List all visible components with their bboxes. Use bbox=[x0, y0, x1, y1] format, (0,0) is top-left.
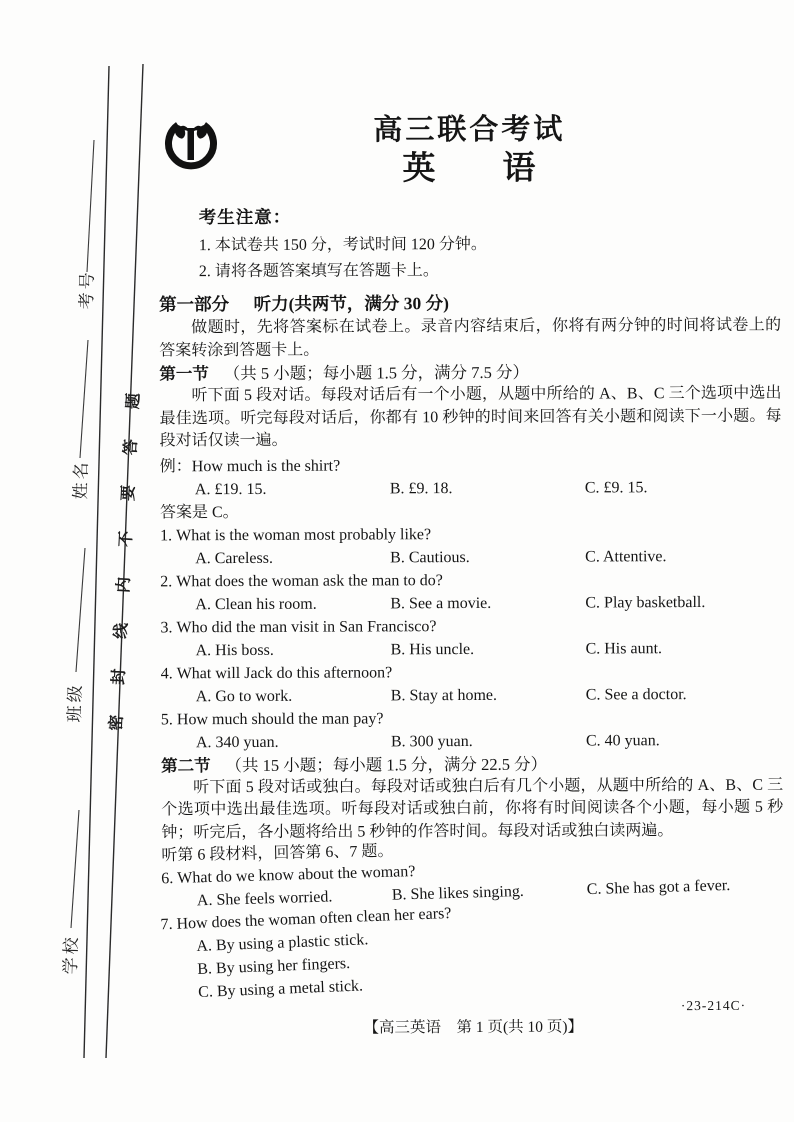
option-c: C. Attentive. bbox=[585, 547, 667, 566]
subject-title bbox=[158, 147, 780, 192]
option-a: A. His boss. bbox=[195, 641, 274, 659]
question-number: 2. bbox=[160, 572, 173, 590]
option-a: A. Careless. bbox=[195, 549, 273, 567]
option-c: C. 40 yuan. bbox=[585, 731, 660, 750]
exam-title: 高三联合考试 bbox=[373, 113, 566, 147]
section2-heading-number: 第二节 bbox=[161, 755, 211, 775]
section1-heading-text: （共 5 小题；每小题 1.5 分，满分 7.5 分） bbox=[223, 362, 529, 384]
page-number: 【高三英语 第 1 页(共 10 页)】 bbox=[363, 1018, 584, 1037]
option-b: B. By using her fingers. bbox=[197, 954, 351, 978]
question-number: 3. bbox=[160, 618, 173, 636]
example-prefix: 例： bbox=[159, 457, 192, 475]
option-a: A. £19. 15. bbox=[194, 480, 267, 498]
question-text: What does the woman ask the man to do? bbox=[176, 571, 443, 590]
part1-heading-text: 听力(共两节，满分 30 分) bbox=[253, 293, 450, 314]
question-number: 6. bbox=[161, 870, 174, 888]
section2-instructions: 听下面 5 段对话或独白。每段对话或独白后有几个小题，从题中所给的 A、B、C 三个选项中选出最佳选项。听每段对话或独白前，你将有时间阅读各个小题，每小题 5 秒钟；听完后，各小题将给出 5 秒钟的作答时间。每段对话或独白读两遍。 bbox=[161, 776, 784, 841]
notice-item: 1. 本试卷共 150 分，考试时间 120 分钟。 bbox=[198, 235, 487, 255]
option-a: A. She feels worried. bbox=[196, 888, 333, 910]
option-a: A. By using a plastic stick. bbox=[196, 931, 369, 955]
part1-heading-number: 第一部分 bbox=[159, 294, 230, 315]
school-underline bbox=[71, 810, 79, 928]
option-a: A. 340 yuan. bbox=[195, 733, 279, 751]
option-b: B. £9. 18. bbox=[389, 479, 453, 497]
question-4-options bbox=[161, 682, 783, 708]
example-answer-note: 答案是 C。 bbox=[159, 503, 239, 521]
question-number: 4. bbox=[160, 664, 173, 682]
question-text: Who did the man visit in San Francisco? bbox=[176, 617, 437, 636]
question-number: 7. bbox=[160, 915, 173, 934]
page-footer bbox=[162, 997, 784, 1041]
question-number: 1. bbox=[160, 526, 173, 544]
notice-heading: 考生注意： bbox=[198, 206, 292, 228]
question-text: How much should the man pay? bbox=[176, 709, 384, 728]
question-5 bbox=[161, 705, 783, 731]
option-b: B. Stay at home. bbox=[390, 686, 498, 704]
seal-caption: 密封线内不要答题 bbox=[107, 362, 145, 732]
subject-char-right: 语 bbox=[502, 150, 537, 187]
class-underline bbox=[76, 548, 85, 672]
material-note: 听第 6 段材料，回答第 6、7 题。 bbox=[161, 842, 394, 865]
question-text: What do we know about the woman? bbox=[177, 863, 416, 887]
option-c: C. Play basketball. bbox=[585, 593, 706, 612]
question-1 bbox=[160, 521, 782, 547]
notice-item: 2. 请将各题答案填写在答题卡上。 bbox=[198, 262, 439, 281]
option-c: C. £9. 15. bbox=[584, 478, 648, 497]
part1-heading bbox=[159, 289, 781, 318]
option-b: B. His uncle. bbox=[390, 640, 475, 658]
option-c: C. See a doctor. bbox=[585, 685, 687, 704]
school-field-label: 学校 bbox=[60, 934, 82, 975]
option-b: B. See a movie. bbox=[390, 594, 492, 612]
question-number: 5. bbox=[160, 710, 173, 728]
question-2 bbox=[160, 567, 782, 593]
section1-heading-number: 第一节 bbox=[159, 364, 209, 384]
question-2-options bbox=[160, 590, 782, 616]
example-question bbox=[160, 452, 782, 478]
question-3 bbox=[160, 613, 782, 639]
section2-heading bbox=[161, 751, 783, 777]
question-1-options bbox=[160, 544, 782, 570]
question-4 bbox=[161, 659, 783, 685]
example-question-text: How much is the shirt? bbox=[191, 457, 341, 475]
name-field-label: 姓名 bbox=[70, 459, 92, 500]
question-text: What will Jack do this afternoon? bbox=[176, 663, 393, 682]
part1-instructions: 做题时，先将答案标在试卷上。录音内容结束后，你将有两分钟的时间将试卷上的答案转涂到答题卡上。 bbox=[159, 316, 782, 359]
subject-char-left: 英 bbox=[402, 151, 437, 188]
section1-heading bbox=[159, 360, 781, 386]
question-5-options bbox=[161, 728, 783, 754]
option-b: B. Cautious. bbox=[390, 548, 470, 566]
exam-body bbox=[158, 0, 785, 1040]
paper-code: ·23-214C· bbox=[680, 997, 747, 1014]
example-options bbox=[160, 475, 782, 501]
exam-number-underline bbox=[87, 140, 94, 272]
section1-instructions: 听下面 5 段对话。每段对话后有一个小题，从题中所给的 A、B、C 三个选项中选出最佳选项。听完每段对话后，你都有 10 秒钟的时间来回答有关小题和阅读下一小题。每段对话仅读一遍。 bbox=[159, 384, 782, 450]
question-3-options bbox=[161, 636, 783, 662]
option-b: B. 300 yuan. bbox=[390, 732, 473, 750]
option-a: A. Clean his room. bbox=[195, 595, 317, 613]
option-c: C. By using a metal stick. bbox=[197, 977, 364, 1001]
option-a: A. Go to work. bbox=[195, 687, 293, 705]
question-text: What is the woman most probably like? bbox=[176, 525, 432, 544]
name-underline bbox=[80, 340, 88, 458]
question-text: How does the woman often clean her ears? bbox=[176, 904, 452, 933]
option-c: C. His aunt. bbox=[585, 639, 663, 658]
exam-number-field-label: 考号 bbox=[76, 269, 98, 310]
class-field-label: 班级 bbox=[64, 682, 86, 723]
option-b: B. She likes singing. bbox=[391, 882, 525, 904]
option-c: C. She has got a fever. bbox=[586, 876, 731, 899]
candidate-notice bbox=[159, 201, 781, 284]
section2-heading-text: （共 15 小题；每小题 1.5 分，满分 22.5 分） bbox=[225, 754, 548, 775]
seal-line-inner bbox=[84, 66, 109, 1058]
